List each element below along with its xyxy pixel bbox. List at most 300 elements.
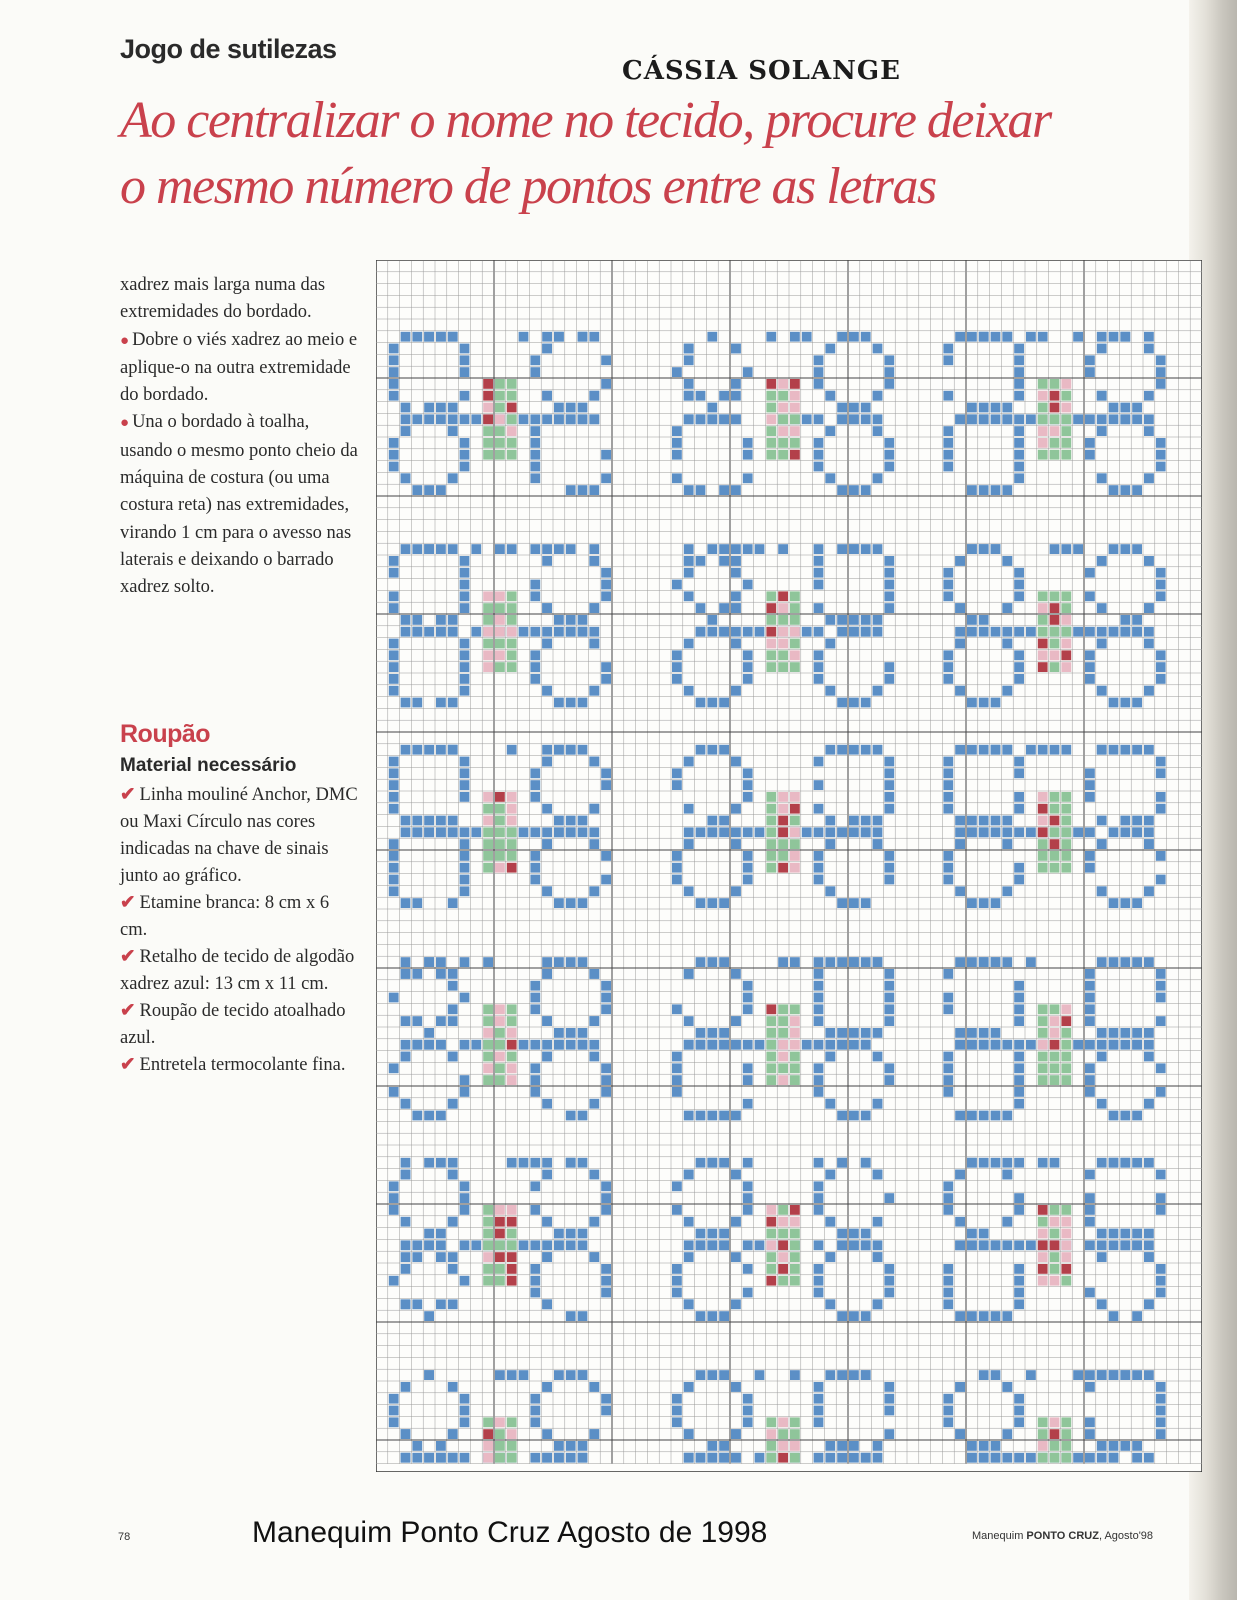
stitch-cell	[825, 686, 835, 696]
stitch-cell	[672, 650, 682, 660]
stitch-cell	[943, 875, 953, 885]
stitch-cell	[1061, 544, 1071, 554]
stitch-cell	[766, 1016, 776, 1026]
stitch-cell	[991, 1040, 1001, 1050]
stitch-cell	[731, 379, 741, 389]
stitch-cell	[542, 627, 552, 637]
stitch-cell	[460, 1276, 470, 1286]
stitch-cell	[991, 816, 1001, 826]
stitch-cell	[471, 1040, 481, 1050]
stitch-cell	[448, 627, 458, 637]
stitch-cell	[1014, 1063, 1024, 1073]
stitch-cell	[766, 1429, 776, 1439]
stitch-cell	[1156, 591, 1166, 601]
stitch-cell	[861, 403, 871, 413]
stitch-cell	[849, 1028, 859, 1038]
stitch-cell	[778, 1016, 788, 1026]
stitch-cell	[1085, 981, 1095, 991]
stitch-cell	[1144, 426, 1154, 436]
stitch-cell	[861, 414, 871, 424]
stitch-cell	[1002, 816, 1012, 826]
stitch-cell	[1144, 839, 1154, 849]
stitch-cell	[578, 1040, 588, 1050]
stitch-cell	[707, 1453, 717, 1463]
stitch-cell	[471, 1240, 481, 1250]
stitch-cell	[1097, 1158, 1107, 1168]
stitch-cell	[743, 1205, 753, 1215]
stitch-cell	[743, 1193, 753, 1203]
stitch-cell	[943, 355, 953, 365]
stitch-cell	[542, 886, 552, 896]
stitch-cell	[1144, 1158, 1154, 1168]
stitch-cell	[542, 1052, 552, 1062]
stitch-cell	[1144, 745, 1154, 755]
stitch-cell	[1156, 580, 1166, 590]
stitch-cell	[672, 426, 682, 436]
stitch-cell	[672, 1004, 682, 1014]
stitch-cell	[460, 886, 470, 896]
stitch-cell	[495, 450, 505, 460]
roupao-heading: Roupão	[120, 720, 211, 748]
stitch-cell	[861, 544, 871, 554]
stitch-cell	[578, 615, 588, 625]
stitch-cell	[1085, 662, 1095, 672]
stitch-cell	[507, 1016, 517, 1026]
stitch-cell	[1014, 1099, 1024, 1109]
stitch-cell	[766, 615, 776, 625]
stitch-cell	[790, 414, 800, 424]
stitch-cell	[1144, 639, 1154, 649]
stitch-cell	[1144, 816, 1154, 826]
stitch-cell	[1097, 1229, 1107, 1239]
stitch-cell	[778, 1252, 788, 1262]
stitch-cell	[1014, 580, 1024, 590]
stitch-cell	[967, 627, 977, 637]
stitch-cell	[601, 355, 611, 365]
stitch-cell	[1156, 662, 1166, 672]
stitch-cell	[825, 1217, 835, 1227]
stitch-cell	[861, 1158, 871, 1168]
stitch-cell	[778, 391, 788, 401]
material-item: ✔ Linha mouliné Anchor, DMC ou Maxi Círculo nas cores indicadas na chave de sinais junto ao gráfico.	[120, 785, 358, 886]
headline	[120, 88, 1100, 220]
stitch-cell	[766, 426, 776, 436]
stitch-cell	[436, 1453, 446, 1463]
stitch-cell	[743, 792, 753, 802]
stitch-cell	[884, 367, 894, 377]
stitch-cell	[1050, 1240, 1060, 1250]
stitch-cell	[1097, 816, 1107, 826]
stitch-cell	[825, 615, 835, 625]
stitch-cell	[790, 438, 800, 448]
stitch-cell	[861, 957, 871, 967]
stitch-cell	[672, 1406, 682, 1416]
stitch-cell	[507, 1240, 517, 1250]
stitch-cell	[483, 438, 493, 448]
stitch-cell	[507, 1441, 517, 1451]
stitch-cell	[1097, 1441, 1107, 1451]
stitch-cell	[731, 568, 741, 578]
stitch-cell	[389, 344, 399, 354]
stitch-cell	[519, 827, 529, 837]
stitch-cell	[967, 1229, 977, 1239]
stitch-cell	[743, 1264, 753, 1274]
stitch-cell	[731, 414, 741, 424]
stitch-cell	[495, 1229, 505, 1239]
stitch-cell	[1014, 1052, 1024, 1062]
stitch-cell	[495, 544, 505, 554]
stitch-cell	[507, 1429, 517, 1439]
stitch-cell	[884, 556, 894, 566]
stitch-cell	[1061, 627, 1071, 637]
stitch-cell	[696, 1028, 706, 1038]
stitch-cell	[1038, 662, 1048, 672]
stitch-cell	[696, 957, 706, 967]
stitch-cell	[1050, 591, 1060, 601]
stitch-cell	[778, 839, 788, 849]
stitch-cell	[1050, 1158, 1060, 1168]
stitch-cell	[1002, 1040, 1012, 1050]
stitch-cell	[790, 1441, 800, 1451]
stitch-cell	[1144, 686, 1154, 696]
stitch-cell	[743, 367, 753, 377]
stitch-cell	[802, 827, 812, 837]
stitch-cell	[1097, 1453, 1107, 1463]
stitch-cell	[1120, 544, 1130, 554]
stitch-cell	[483, 851, 493, 861]
stitch-cell	[731, 1299, 741, 1309]
stitch-cell	[991, 745, 1001, 755]
stitch-cell	[790, 1040, 800, 1050]
stitch-cell	[460, 851, 470, 861]
stitch-cell	[1061, 1441, 1071, 1451]
stitch-cell	[1050, 804, 1060, 814]
stitch-cell	[955, 414, 965, 424]
stitch-cell	[1038, 1063, 1048, 1073]
stitch-cell	[778, 792, 788, 802]
stitch-cell	[955, 1040, 965, 1050]
stitch-cell	[530, 875, 540, 885]
stitch-cell	[814, 993, 824, 1003]
stitch-cell	[1156, 1276, 1166, 1286]
stitch-cell	[1097, 1252, 1107, 1262]
stitch-cell	[1156, 1170, 1166, 1180]
stitch-cell	[707, 1040, 717, 1050]
stitch-cell	[743, 981, 753, 991]
stitch-cell	[790, 1217, 800, 1227]
stitch-cell	[519, 1040, 529, 1050]
stitch-cell	[696, 603, 706, 613]
stitch-cell	[967, 698, 977, 708]
stitch-cell	[731, 603, 741, 613]
stitch-cell	[1014, 1016, 1024, 1026]
stitch-cell	[825, 957, 835, 967]
stitch-cell	[530, 591, 540, 601]
stitch-cell	[460, 438, 470, 448]
stitch-cell	[719, 1229, 729, 1239]
stitch-cell	[389, 556, 399, 566]
stitch-cell	[530, 580, 540, 590]
stitch-cell	[530, 1181, 540, 1191]
stitch-cell	[1002, 1453, 1012, 1463]
stitch-cell	[460, 414, 470, 424]
stitch-cell	[542, 1170, 552, 1180]
stitch-cell	[554, 627, 564, 637]
stitch-cell	[766, 1052, 776, 1062]
stitch-cell	[814, 556, 824, 566]
stitch-cell	[412, 1453, 422, 1463]
stitch-cell	[884, 1382, 894, 1392]
stitch-cell	[1038, 1229, 1048, 1239]
stitch-cell	[566, 957, 576, 967]
stitch-cell	[672, 450, 682, 460]
stitch-cell	[991, 485, 1001, 495]
stitch-cell	[955, 1382, 965, 1392]
stitch-cell	[1014, 827, 1024, 837]
stitch-cell	[1120, 698, 1130, 708]
stitch-cell	[601, 568, 611, 578]
stitch-cell	[530, 473, 540, 483]
stitch-cell	[1014, 650, 1024, 660]
stitch-cell	[1061, 650, 1071, 660]
stitch-cell	[1144, 1299, 1154, 1309]
stitch-cell	[1120, 898, 1130, 908]
stitch-cell	[778, 414, 788, 424]
stitch-cell	[861, 1111, 871, 1121]
stitch-cell	[1014, 391, 1024, 401]
stitch-cell	[1061, 603, 1071, 613]
stitch-cell	[412, 969, 422, 979]
stitch-cell	[389, 1193, 399, 1203]
stitch-cell	[1014, 438, 1024, 448]
stitch-cell	[814, 1193, 824, 1203]
stitch-cell	[849, 698, 859, 708]
stitch-cell	[460, 1240, 470, 1250]
stitch-cell	[943, 863, 953, 873]
stitch-cell	[1050, 379, 1060, 389]
stitch-cell	[684, 1040, 694, 1050]
stitch-cell	[696, 745, 706, 755]
stitch-cell	[731, 556, 741, 566]
stitch-cell	[589, 827, 599, 837]
stitch-cell	[979, 414, 989, 424]
stitch-cell	[424, 1040, 434, 1050]
stitch-cell	[991, 1028, 1001, 1038]
checkmark-icon: ✔	[120, 893, 136, 913]
stitch-cell	[825, 391, 835, 401]
stitch-cell	[448, 1052, 458, 1062]
stitch-cell	[979, 1040, 989, 1050]
stitch-cell	[401, 1016, 411, 1026]
stitch-cell	[967, 1441, 977, 1451]
stitch-cell	[1002, 886, 1012, 896]
stitch-cell	[873, 627, 883, 637]
stitch-cell	[1014, 804, 1024, 814]
stitch-cell	[1014, 1040, 1024, 1050]
stitch-cell	[1097, 1028, 1107, 1038]
stitch-cell	[743, 450, 753, 460]
stitch-cell	[778, 1028, 788, 1038]
materials-list	[120, 782, 360, 1079]
stitch-cell	[412, 698, 422, 708]
stitch-cell	[519, 1240, 529, 1250]
stitch-cell	[389, 674, 399, 684]
stitch-cell	[495, 379, 505, 389]
stitch-cell	[1120, 1040, 1130, 1050]
stitch-cell	[554, 1028, 564, 1038]
stitch-cell	[884, 780, 894, 790]
stitch-cell	[1014, 344, 1024, 354]
stitch-cell	[943, 768, 953, 778]
stitch-cell	[578, 745, 588, 755]
stitch-cell	[483, 1264, 493, 1274]
stitch-cell	[436, 414, 446, 424]
stitch-cell	[483, 1004, 493, 1014]
stitch-cell	[1085, 1087, 1095, 1097]
stitch-cell	[566, 403, 576, 413]
stitch-cell	[401, 1052, 411, 1062]
stitch-cell	[778, 1063, 788, 1073]
stitch-cell	[448, 981, 458, 991]
stitch-cell	[1085, 1217, 1095, 1227]
stitch-cell	[1156, 1205, 1166, 1215]
stitch-cell	[1097, 1299, 1107, 1309]
stitch-cell	[601, 473, 611, 483]
stitch-cell	[684, 839, 694, 849]
stitch-cell	[1132, 745, 1142, 755]
stitch-cell	[707, 1028, 717, 1038]
stitch-cell	[849, 414, 859, 424]
stitch-cell	[1014, 674, 1024, 684]
stitch-cell	[814, 1075, 824, 1085]
stitch-cell	[766, 1063, 776, 1073]
stitch-cell	[1132, 816, 1142, 826]
stitch-cell	[955, 1217, 965, 1227]
stitch-cell	[460, 1040, 470, 1050]
stitch-cell	[601, 1288, 611, 1298]
stitch-cell	[778, 1264, 788, 1274]
stitch-cell	[1050, 839, 1060, 849]
stitch-cell	[1038, 1004, 1048, 1014]
stitch-cell	[1038, 745, 1048, 755]
instructions-paragraph: xadrez mais larga numa das extremidades do bordado.	[120, 275, 326, 323]
stitch-cell	[495, 1016, 505, 1026]
stitch-cell	[849, 332, 859, 342]
stitch-cell	[589, 1040, 599, 1050]
stitch-cell	[389, 603, 399, 613]
stitch-cell	[766, 1453, 776, 1463]
stitch-cell	[943, 1193, 953, 1203]
stitch-cell	[601, 875, 611, 885]
stitch-cell	[790, 1453, 800, 1463]
stitch-cell	[814, 969, 824, 979]
stitch-cell	[589, 603, 599, 613]
stitch-cell	[483, 1063, 493, 1073]
stitch-cell	[483, 403, 493, 413]
stitch-cell	[884, 851, 894, 861]
stitch-cell	[861, 627, 871, 637]
stitch-cell	[884, 875, 894, 885]
stitch-cell	[790, 391, 800, 401]
stitch-cell	[814, 1406, 824, 1416]
stitch-cell	[589, 686, 599, 696]
stitch-cell	[448, 544, 458, 554]
stitch-cell	[1144, 1040, 1154, 1050]
stitch-cell	[684, 391, 694, 401]
stitch-cell	[1050, 1441, 1060, 1451]
stitch-cell	[873, 1240, 883, 1250]
stitch-cell	[707, 615, 717, 625]
stitch-cell	[495, 615, 505, 625]
stitch-cell	[1014, 1453, 1024, 1463]
stitch-cell	[825, 1170, 835, 1180]
stitch-cell	[790, 851, 800, 861]
stitch-cell	[1132, 1111, 1142, 1121]
stitch-cell	[530, 544, 540, 554]
stitch-cell	[991, 332, 1001, 342]
stitch-cell	[825, 1299, 835, 1309]
stitch-cell	[542, 1453, 552, 1463]
stitch-cell	[1097, 414, 1107, 424]
stitch-cell	[1073, 414, 1083, 424]
stitch-cell	[861, 816, 871, 826]
stitch-cell	[1014, 1205, 1024, 1215]
stitch-cell	[1085, 768, 1095, 778]
stitch-cell	[979, 615, 989, 625]
stitch-cell	[495, 414, 505, 424]
stitch-cell	[530, 1394, 540, 1404]
stitch-cell	[684, 485, 694, 495]
stitch-cell	[554, 957, 564, 967]
stitch-cell	[861, 698, 871, 708]
stitch-cell	[884, 450, 894, 460]
stitch-cell	[967, 898, 977, 908]
stitch-cell	[1038, 827, 1048, 837]
stitch-cell	[873, 344, 883, 354]
stitch-cell	[719, 627, 729, 637]
stitch-cell	[448, 1217, 458, 1227]
stitch-cell	[424, 414, 434, 424]
stitch-cell	[1109, 403, 1119, 413]
stitch-cell	[684, 886, 694, 896]
stitch-cell	[554, 698, 564, 708]
stitch-cell	[542, 1240, 552, 1250]
checkmark-icon: ✔	[120, 1055, 136, 1075]
stitch-cell	[884, 1276, 894, 1286]
stitch-cell	[436, 332, 446, 342]
stitch-cell	[530, 993, 540, 1003]
stitch-cell	[943, 1417, 953, 1427]
stitch-cell	[601, 1205, 611, 1215]
stitch-cell	[766, 1040, 776, 1050]
stitch-cell	[672, 863, 682, 873]
stitch-cell	[460, 792, 470, 802]
stitch-cell	[1014, 1264, 1024, 1274]
stitch-cell	[507, 438, 517, 448]
stitch-cell	[1002, 1158, 1012, 1168]
instructions-bullet-2: ● Una o bordado à toalha, usando o mesmo ponto cheio da máquina de costura (ou uma costura reta) nas extremidades, virando 1 cm para o avesso nas laterais e deixando o barrado xadrez solto.	[120, 412, 358, 598]
stitch-cell	[884, 1075, 894, 1085]
stitch-cell	[743, 580, 753, 590]
stitch-cell	[460, 1075, 470, 1085]
stitch-cell	[979, 1311, 989, 1321]
stitch-cell	[1097, 332, 1107, 342]
stitch-cell	[483, 1429, 493, 1439]
stitch-cell	[1014, 1004, 1024, 1014]
stitch-cell	[873, 414, 883, 424]
stitch-cell	[601, 780, 611, 790]
stitch-cell	[979, 1240, 989, 1250]
